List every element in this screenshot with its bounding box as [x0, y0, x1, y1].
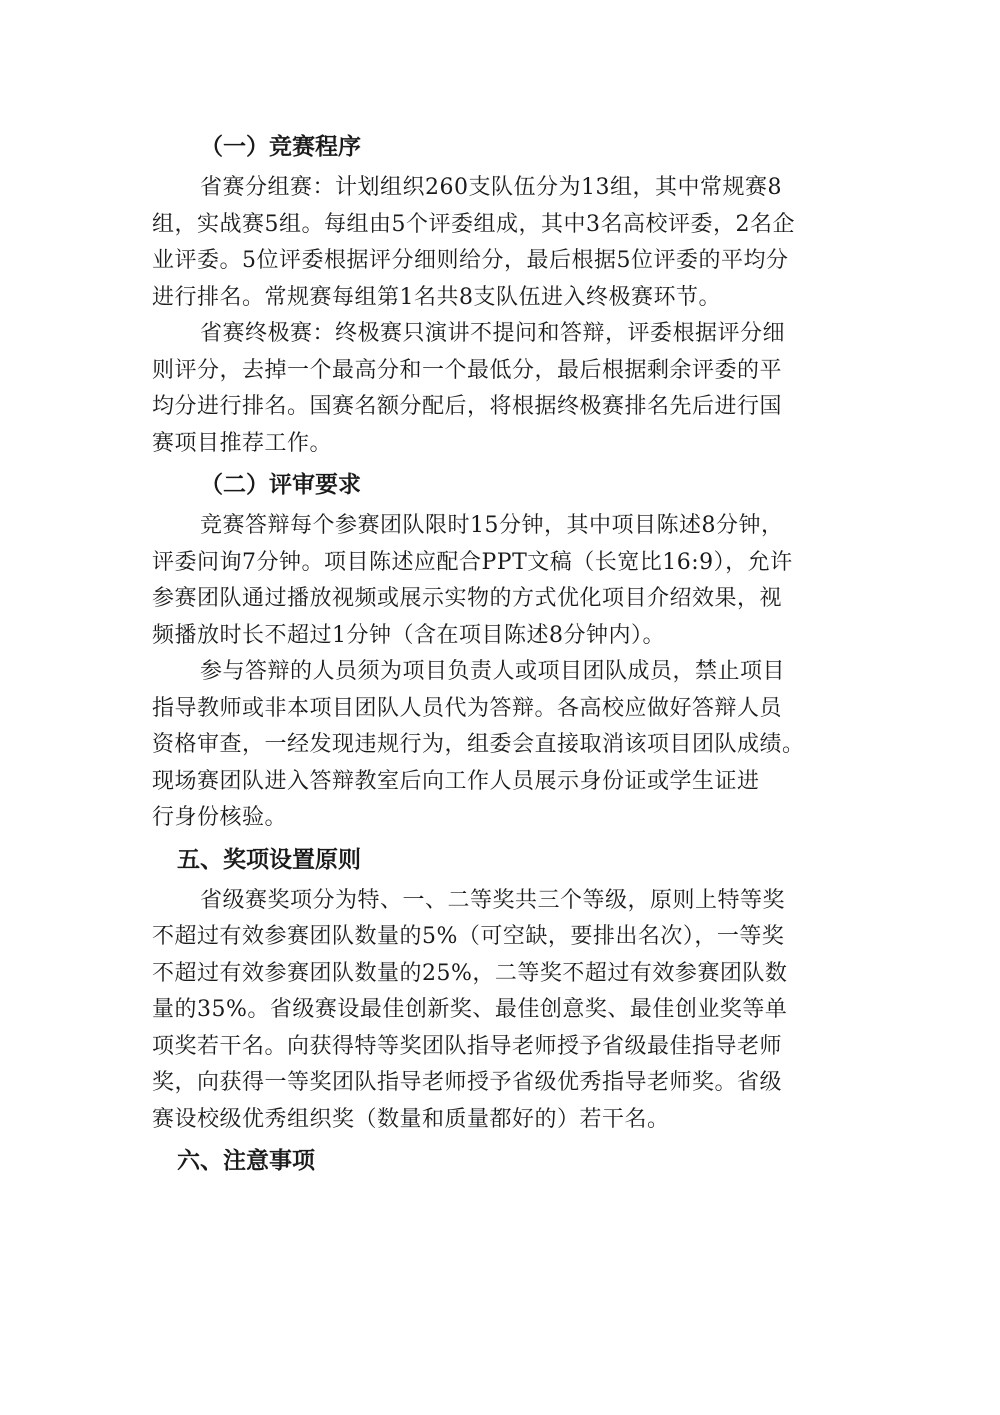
text-line: 省赛分组赛：计划组织260支队伍分为13组，其中常规赛8 [200, 175, 782, 200]
section-heading-competition-procedure: （一）竞赛程序 [200, 133, 361, 160]
text-line: 现场赛团队进入答辩教室后向工作人员展示身份证或学生证进 [152, 768, 760, 794]
text-line: 参赛团队通过播放视频或展示实物的方式优化项目介绍效果，视 [152, 586, 783, 611]
text-line: 不超过有效参赛团队数量的25%，二等奖不超过有效参赛团队数 [152, 960, 788, 986]
section-heading-notes: 六、注意事项 [177, 1147, 315, 1174]
text-line: 参与答辩的人员须为项目负责人或项目团队成员，禁止项目 [200, 659, 786, 684]
text-line: 指导教师或非本项目团队人员代为答辩。各高校应做好答辩人员 [152, 695, 783, 721]
paragraph-award-levels [152, 883, 852, 1139]
paragraph-defense-time [152, 508, 852, 654]
text-line: 赛设校级优秀组织奖（数量和质量都好的）若干名。 [152, 1106, 670, 1132]
section-heading-review-requirements: （二）评审要求 [200, 471, 361, 498]
text-line: 赛项目推荐工作。 [152, 430, 333, 456]
text-line: 资格审查，一经发现违规行为，组委会直接取消该项目团队成绩。 [152, 732, 805, 757]
section-heading-award-principles: 五、奖项设置原则 [177, 845, 361, 873]
text-line: 省级赛奖项分为特、一、二等奖共三个等级，原则上特等奖 [200, 887, 786, 913]
text-line: 省赛终极赛：终极赛只演讲不提问和答辩，评委根据评分细 [200, 321, 786, 346]
text-line: 竞赛答辩每个参赛团队限时15分钟，其中项目陈述8分钟， [200, 513, 784, 538]
text-line: 均分进行排名。国赛名额分配后，将根据终极赛排名先后进行国 [152, 394, 783, 419]
text-line: 奖，向获得一等奖团队指导老师授予省级优秀指导老师奖。省级 [152, 1070, 783, 1095]
text-line: 进行排名。常规赛每组第1名共8支队伍进入终极赛环节。 [152, 284, 721, 310]
text-line: 评委问询7分钟。项目陈述应配合PPT文稿（长宽比16:9），允许 [152, 549, 793, 575]
text-line: 业评委。5位评委根据评分细则给分，最后根据5位评委的平均分 [152, 248, 789, 273]
paragraph-final-stage [152, 316, 852, 462]
text-line: 组，实战赛5组。每组由5个评委组成，其中3名高校评委，2名企 [152, 211, 795, 237]
text-line: 项奖若干名。向获得特等奖团队指导老师授予省级最佳指导老师 [152, 1033, 783, 1059]
text-line: 量的35%。省级赛设最佳创新奖、最佳创意奖、最佳创业奖等单 [152, 997, 788, 1022]
text-line: 不超过有效参赛团队数量的5%（可空缺，要排出名次），一等奖 [152, 924, 785, 949]
paragraph-defense-personnel [152, 654, 852, 837]
text-line: 行身份核验。 [152, 805, 288, 830]
text-line: 则评分，去掉一个最高分和一个最低分，最后根据剩余评委的平 [152, 357, 783, 383]
document-page [152, 124, 852, 1184]
text-line: 频播放时长不超过1分钟（含在项目陈述8分钟内）。 [152, 622, 665, 648]
paragraph-group-stage [152, 170, 852, 316]
